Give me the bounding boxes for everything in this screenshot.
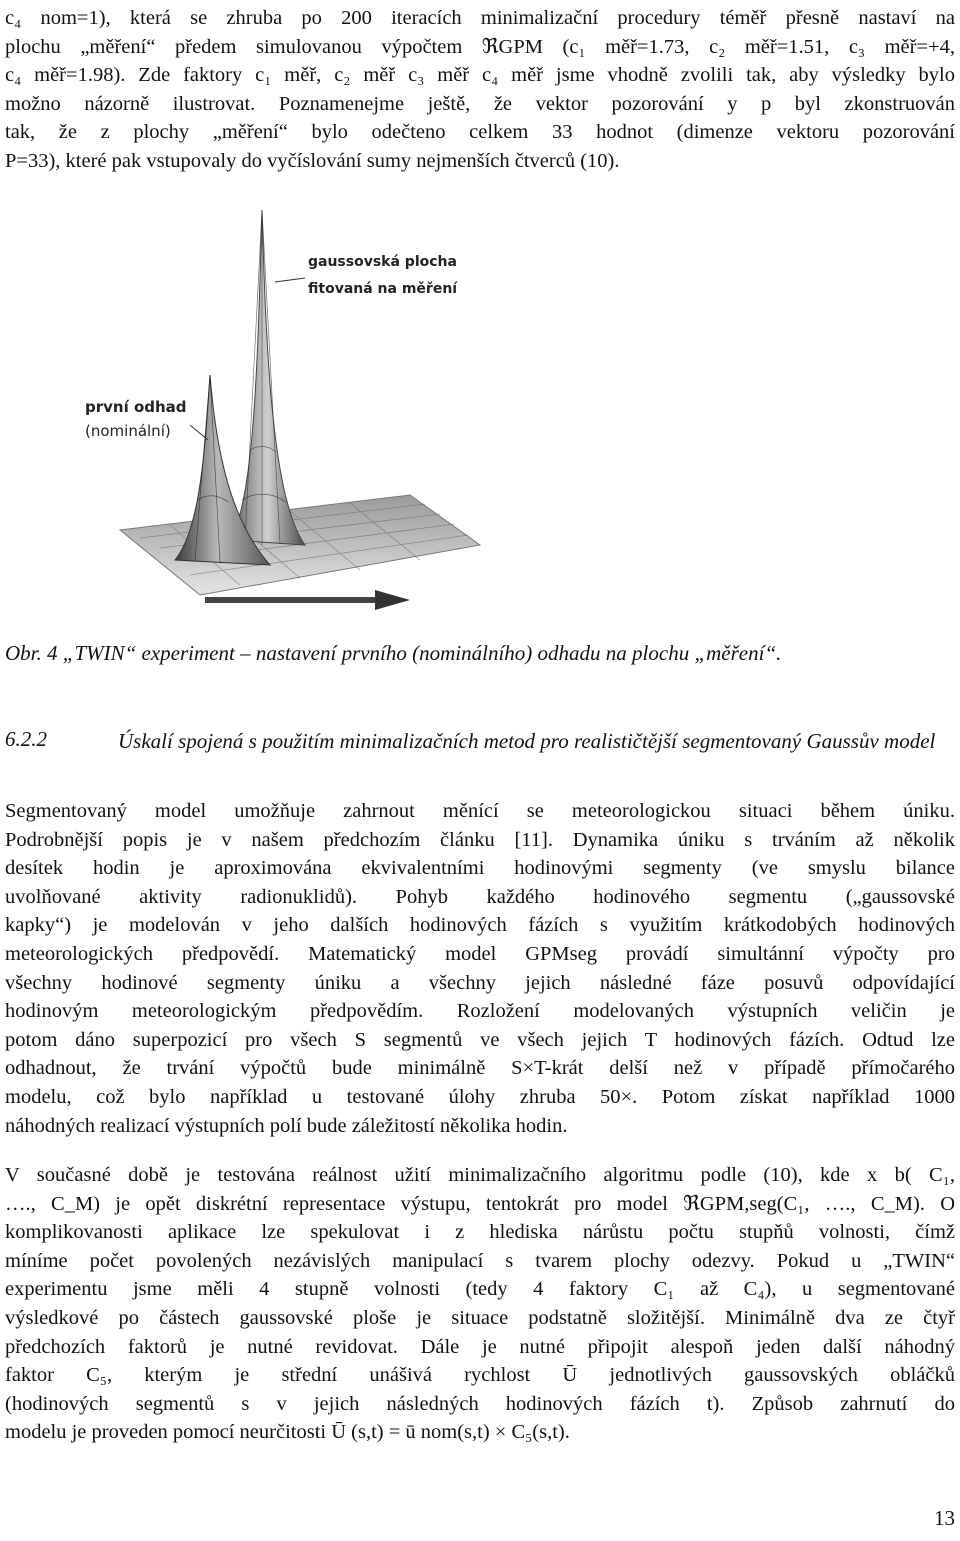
figure-caption: Obr. 4 „TWIN“ experiment – nastavení prvního (nominálního) odhadu na plochu „měření“. (5, 641, 782, 665)
para2-line: meteorologických předpovědí. Matematický model GPMseg provádí simultánní výpočty pro (5, 942, 955, 965)
para3-line: experimentu jsme měli 4 stupně volnosti (tedy 4 faktory C₁ až C₄), u segmentované (5, 1278, 955, 1301)
section-title: Úskalí spojená s použitím minimalizačních metod pro realističtější segmentovaný Gaussův model (118, 729, 936, 753)
intro-line: plochu „měření“ předem simulovanou výpočtem ℜGPM (c₁ měř=1.73, c₂ měř=1.51, c₃ měř=+4, (5, 35, 955, 58)
para2-line: všechny hodinové segmenty úniku a všechny jejich následné fáze posuvů odpovídající (5, 971, 955, 994)
body-paragraph-segmented-model (5, 797, 955, 1140)
figure-gaussian-surface (80, 200, 500, 625)
intro-line: c₄ nom=1), která se zhruba po 200 iteracích minimalizační procedury téměř přesně nastaví na (5, 7, 955, 29)
label-top-line1: gaussovská plocha (308, 254, 457, 270)
arrow-right-icon (205, 590, 410, 610)
para2-line: Podrobnější popis je v našem předchozím článku [11]. Dynamika úniku s trváním až několik (5, 828, 955, 851)
intro-line: c₄ měř=1.98). Zde faktory c₁ měř, c₂ měř c₃ měř c₄ měř jsme vhodně zvolili tak, aby výsledky bylo (5, 64, 955, 87)
gaussian-surface-graphic (80, 200, 500, 625)
intro-paragraph (5, 4, 955, 176)
body-paragraph-current-testing (5, 1161, 955, 1447)
para3-line: …., C_M) je opět diskrétní representace výstupu, tentokrát pro model ℜGPM,seg(C₁, …., C_M). O (5, 1192, 955, 1215)
para2-line: desítek hodin je aproximována ekvivalentními hodinovými segmenty (ve smyslu bilance (5, 857, 955, 880)
para3-line: faktor C₅, kterým je střední unášivá rychlost Ū jednotlivých gaussovských obláčků (5, 1364, 955, 1387)
intro-line: tak, že z plochy „měření“ bylo odečteno celkem 33 hodnot (dimenze vektoru pozorování (5, 121, 955, 144)
para2-line: hodinovým meteorologickým předpovědím. Rozložení modelovaných výstupních veličin je (5, 1000, 955, 1023)
para2-line: náhodných realizací výstupních polí bude záležitostí několika hodin. (5, 1114, 568, 1137)
para3-line: (hodinových segmentů s v jejich následných hodinových fázích t). Způsob zahrnutí do (5, 1392, 955, 1415)
para2-line: Segmentovaný model umožňuje zahrnout měnící se meteorologickou situaci během úniku. (5, 800, 955, 822)
intro-line: P=33), které pak vstupovaly do vyčíslování sumy nejmenších čtverců (10). (5, 149, 620, 172)
label-top-line2: fitovaná na měření (308, 281, 458, 297)
para2-line: odhadnout, že trvání výpočtů bude minimálně S×T-krát delší než v případě přímočarého (5, 1057, 955, 1080)
para2-line: modelu, což bylo například u testované úlohy zhruba 50×. Potom získat například 1000 (5, 1085, 955, 1108)
intro-line: možno názorně ilustrovat. Poznamenejme ještě, že vektor pozorování y p byl zkonstruován (5, 92, 955, 115)
label-left-line1: první odhad (85, 398, 187, 416)
para3-line: V současné době je testována reálnost užití minimalizačního algoritmu podle (10), kde x b( C₁, (5, 1164, 955, 1186)
para3-line: předchozích faktorů je nutné revidovat. Dále je nutné připojit alespoň jeden další náhodný (5, 1335, 955, 1358)
para2-line: potom dáno superpozicí pro všech S segmentů ve všech jejich T hodinových fázích. Odtud lze (5, 1028, 955, 1051)
section-number: 6.2.2 (5, 727, 47, 751)
para3-line: modelu je proveden pomocí neurčitosti Ū (s,t) = ū nom(s,t) × C₅(s,t). (5, 1421, 570, 1444)
para3-line: komplikovanosti aplikace lze spekulovat i z hlediska nárůstu počtu stupňů volnosti, čímž (5, 1221, 955, 1244)
page-number: 13 (934, 1506, 955, 1530)
para2-line: uvolňované aktivity radionuklidů). Pohyb každého hodinového segmentu („gaussovské (5, 885, 955, 908)
label-left-line2: (nominální) (85, 422, 171, 440)
para2-line: kapky“) je modelován v jeho dalších hodinových fázích s využitím krátkodobých hodinových (5, 914, 955, 937)
para3-line: míníme počet povolených nezávislých manipulací s tvarem plochy odezvy. Pokud u „TWIN“ (5, 1249, 955, 1272)
para3-line: výsledkové po částech gaussovské ploše je situace podstatně složitější. Minimálně dva ze čtyř (5, 1306, 955, 1329)
label-top-pointer (275, 278, 305, 282)
